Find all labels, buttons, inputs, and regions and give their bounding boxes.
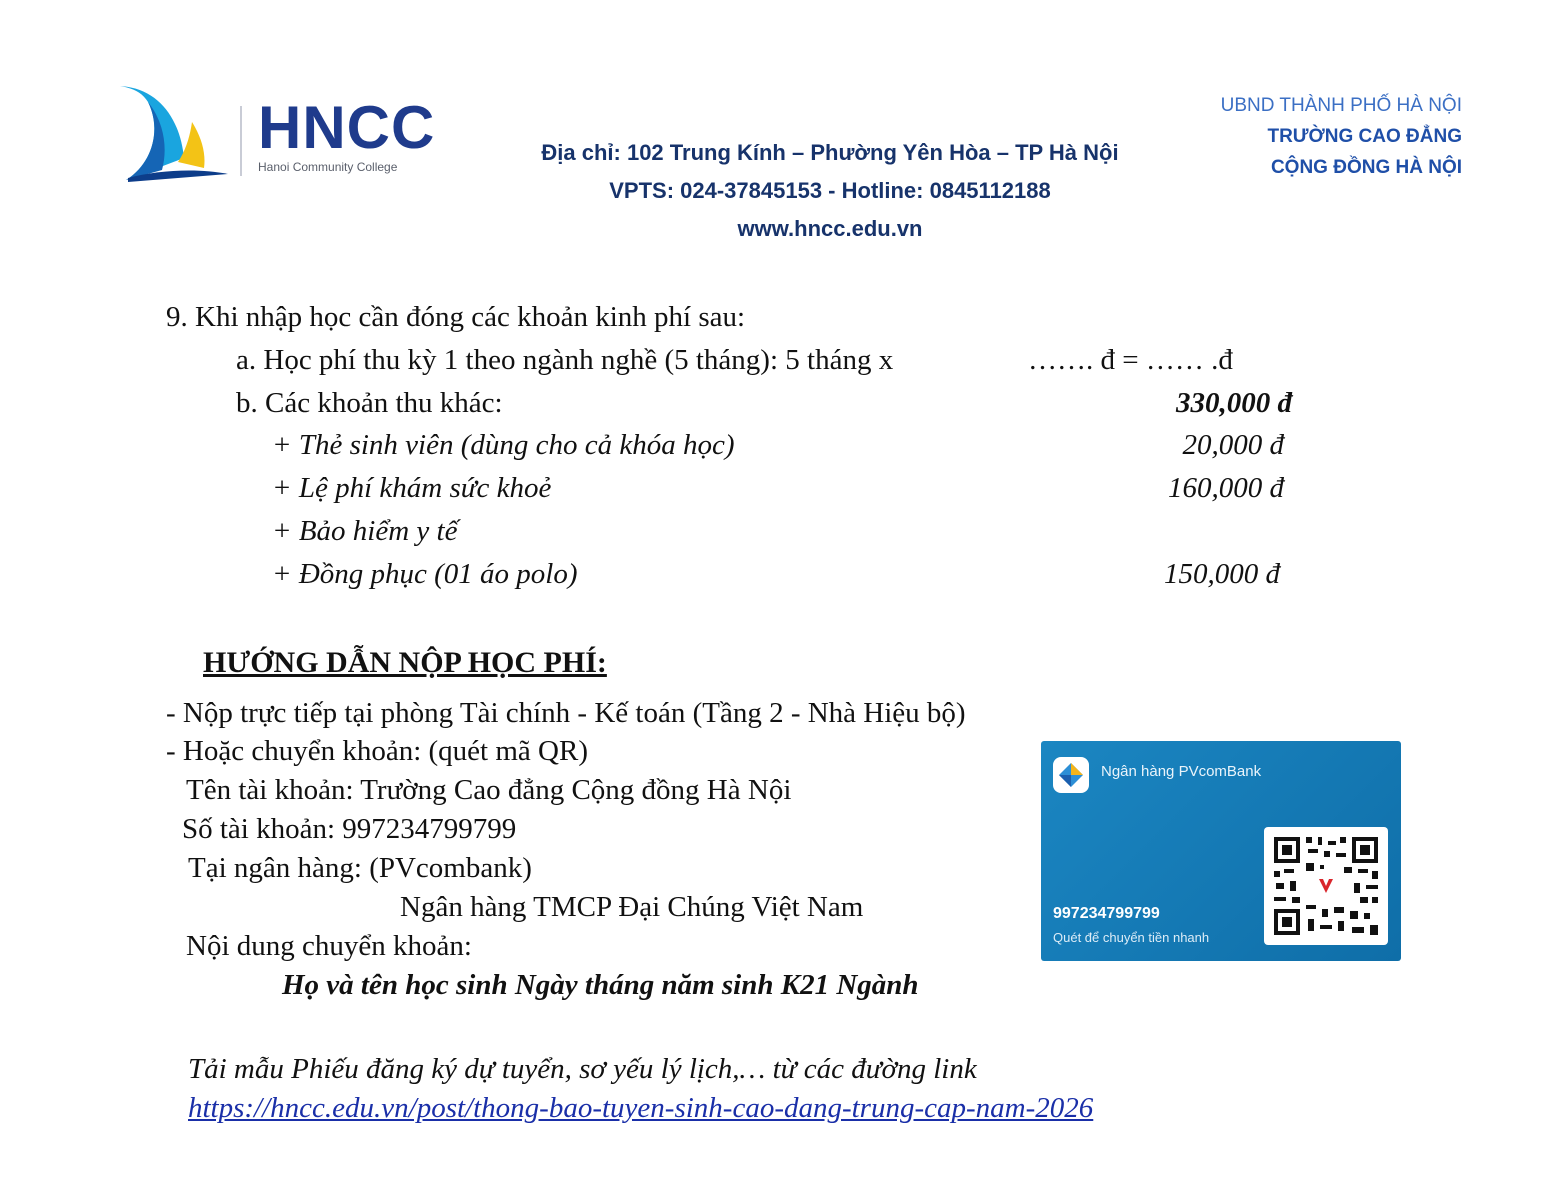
fee-item-label: + Thẻ sinh viên (dùng cho cả khóa học) xyxy=(272,429,735,461)
transfer-content-label: Nội dung chuyển khoản: xyxy=(186,930,472,962)
bank-name: Tại ngân hàng: (PVcombank) xyxy=(188,852,532,884)
logo-subtitle: Hanoi Community College xyxy=(258,160,398,174)
fee-item-label: + Bảo hiểm y tế xyxy=(272,515,458,547)
pvcombank-logo-icon xyxy=(1053,757,1089,793)
card-bank-name: Ngân hàng PVcomBank xyxy=(1101,763,1262,780)
address-text: Địa chỉ: 102 Trung Kính – Phường Yên Hòa – TP Hà Nội xyxy=(541,140,1119,165)
contact-block xyxy=(470,134,1190,248)
fee-item-label: + Lệ phí khám sức khoẻ xyxy=(272,472,552,504)
bank-full-name: Ngân hàng TMCP Đại Chúng Việt Nam xyxy=(400,891,864,923)
account-number: Số tài khoản: 997234799799 xyxy=(182,813,517,845)
org-line-2: TRƯỜNG CAO ĐẲNG xyxy=(1267,126,1462,147)
fee-item-amount: 150,000 đ xyxy=(1164,558,1280,590)
org-line-3: CỘNG ĐỒNG HÀ NỘI xyxy=(1270,157,1462,178)
logo-wordmark: HNCC xyxy=(258,94,436,161)
qr-code[interactable] xyxy=(1264,827,1388,945)
school-logo xyxy=(118,78,438,188)
bank-qr-card xyxy=(1041,741,1401,961)
registration-form-link[interactable]: https://hncc.edu.vn/post/thong-bao-tuyen-sinh-cao-dang-trung-cap-nam-2026 xyxy=(188,1092,1094,1124)
fee-item-label: + Đồng phục (01 áo polo) xyxy=(272,558,578,590)
website-text: www.hncc.edu.vn xyxy=(737,216,923,241)
tuition-label: a. Học phí thu kỳ 1 theo ngành nghề (5 tháng): 5 tháng x xyxy=(236,344,894,376)
other-fees-label: b. Các khoản thu khác: xyxy=(236,387,503,419)
transfer-text: - Hoặc chuyển khoản: (quét mã QR) xyxy=(166,735,588,767)
fee-item-amount: 20,000 đ xyxy=(1182,429,1284,461)
tuition-value: ……. đ = …… .đ xyxy=(1028,344,1233,376)
card-account-number: 997234799799 xyxy=(1053,905,1160,922)
card-scan-note: Quét để chuyển tiền nhanh xyxy=(1053,930,1210,945)
sail-logo-icon xyxy=(118,78,238,183)
phone-text: VPTS: 024-37845153 - Hotline: 0845112188 xyxy=(609,178,1051,203)
org-line-1: UBND THÀNH PHỐ HÀ NỘI xyxy=(1220,95,1462,116)
payment-heading: HƯỚNG DẪN NỘP HỌC PHÍ: xyxy=(203,646,607,679)
account-name: Tên tài khoản: Trường Cao đẳng Cộng đồng Hà Nội xyxy=(186,774,792,806)
transfer-content-value: Họ và tên học sinh Ngày tháng năm sinh K21 Ngành xyxy=(282,969,919,1001)
download-text: Tải mẫu Phiếu đăng ký dự tuyển, sơ yếu lý lịch,… từ các đường link xyxy=(188,1053,977,1085)
direct-payment-text: - Nộp trực tiếp tại phòng Tài chính - Kế toán (Tầng 2 - Nhà Hiệu bộ) xyxy=(166,697,966,729)
organization-block xyxy=(1221,90,1462,183)
other-fees-total: 330,000 đ xyxy=(1176,387,1292,419)
logo-divider xyxy=(240,106,242,176)
fees-title: 9. Khi nhập học cần đóng các khoản kinh phí sau: xyxy=(166,301,746,333)
fee-item-amount: 160,000 đ xyxy=(1168,472,1284,504)
